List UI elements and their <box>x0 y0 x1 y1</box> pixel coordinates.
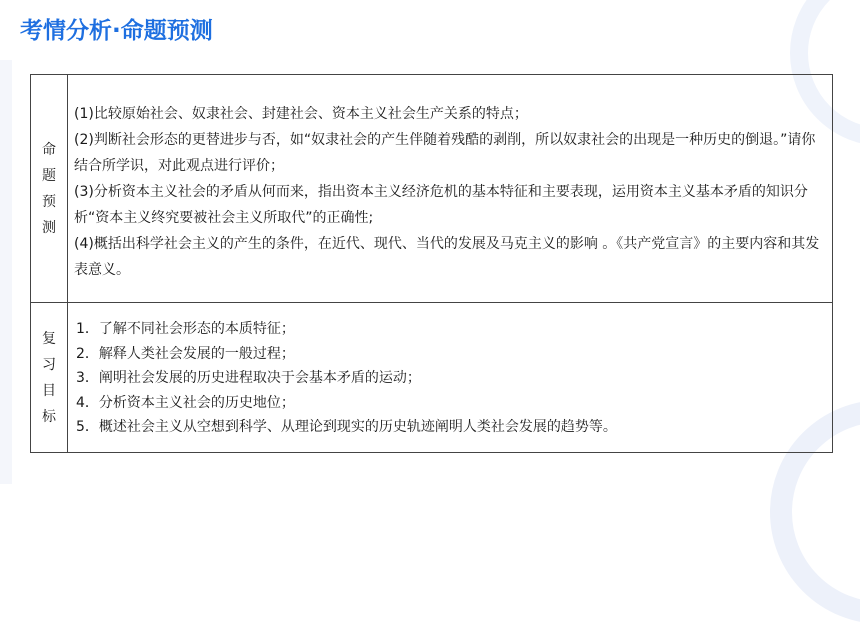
label-char: 目 <box>42 382 56 399</box>
page-title: 考情分析·命题预测 <box>20 18 213 44</box>
label-char: 题 <box>42 167 56 184</box>
label-char: 预 <box>42 193 56 210</box>
label-char: 命 <box>42 141 56 158</box>
label-char: 测 <box>42 219 56 236</box>
label-char: 复 <box>42 330 56 347</box>
row-content-prediction <box>68 75 833 303</box>
prediction-item-2: (2)判断社会形态的更替进步与否，如“奴隶社会的产生伴随着残酷的剥削，所以奴隶社会的出现是一种历史的倒退。”请你结合所学识，对此观点进行评价； <box>74 131 816 174</box>
content-table <box>30 74 833 453</box>
prediction-item-3: (3)分析资本主义社会的矛盾从何而来，指出资本主义经济危机的基本特征和主要表现，运用资本主义基本矛盾的知识分析“资本主义终究要被社会主义所取代”的正确性; <box>74 183 808 226</box>
goal-item-4: 4．分析资本主义社会的历史地位； <box>76 394 295 411</box>
prediction-item-4: (4)概括出科学社会主义的产生的条件，在近代、现代、当代的发展及马克主义的影响 。《共产党宣言》的主要内容和其发表意义。 <box>74 235 820 278</box>
goal-item-5: 5．概述社会主义从空想到科学、从理论到现实的历史轨迹阐明人类社会发展的趋势等。 <box>76 419 617 436</box>
label-char: 习 <box>42 356 56 373</box>
goal-item-1: 1．了解不同社会形态的本质特征； <box>76 321 295 338</box>
row-label-review-goals <box>31 303 68 453</box>
table-row-prediction <box>31 75 833 303</box>
prediction-item-1: (1)比较原始社会、奴隶社会、封建社会、资本主义社会生产关系的特点； <box>74 105 528 122</box>
row-content-review-goals <box>68 303 833 453</box>
table-row-review-goals <box>31 303 833 453</box>
decorative-side-bar <box>0 60 12 484</box>
label-char: 标 <box>42 408 56 425</box>
goal-item-3: 3．阐明社会发展的历史进程取决于会基本矛盾的运动； <box>76 370 421 387</box>
goal-item-2: 2．解释人类社会发展的一般过程； <box>76 345 295 362</box>
row-label-prediction <box>31 75 68 303</box>
